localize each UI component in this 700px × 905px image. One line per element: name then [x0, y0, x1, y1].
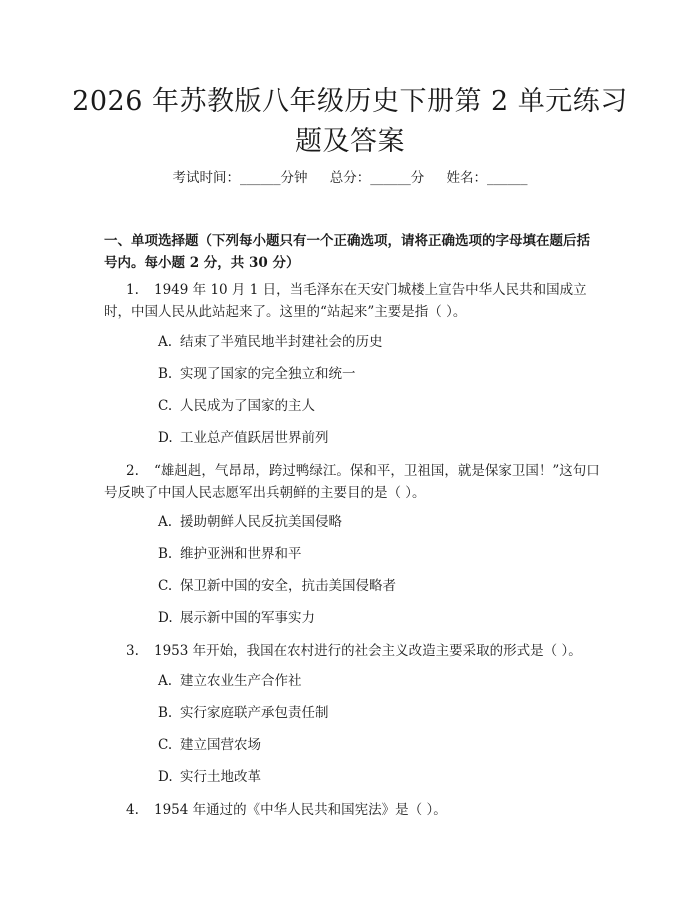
- question-stem: 1954 年通过的《中华人民共和国宪法》是（ ）。: [154, 802, 447, 818]
- question-3-option-d: [158, 767, 261, 787]
- question-2-option-a: [158, 512, 342, 532]
- question-1-option-d: [158, 428, 329, 448]
- question-2: [104, 460, 600, 504]
- option-letter: C.: [158, 737, 173, 753]
- question-3-option-c: [158, 735, 261, 755]
- exam-meta: [0, 169, 700, 187]
- question-2-option-c: [158, 576, 396, 596]
- option-letter: D.: [158, 430, 173, 446]
- option-text: 维护亚洲和世界和平: [180, 546, 302, 562]
- option-text: 实行土地改革: [180, 769, 261, 785]
- option-text: 实现了国家的完全独立和统一: [180, 366, 356, 382]
- question-3-option-b: [158, 703, 329, 723]
- question-number: 4.: [126, 802, 139, 818]
- question-number: 1.: [126, 282, 139, 298]
- question-number: 3.: [126, 643, 139, 659]
- question-1: [104, 279, 600, 323]
- option-text: 援助朝鲜人民反抗美国侵略: [180, 514, 342, 530]
- option-letter: B.: [158, 546, 173, 562]
- option-text: 工业总产值跃居世界前列: [180, 430, 329, 446]
- option-text: 结束了半殖民地半封建社会的历史: [180, 334, 383, 350]
- option-letter: A.: [158, 334, 173, 350]
- exam-time: 考试时间：______分钟: [172, 170, 308, 186]
- option-letter: C.: [158, 578, 173, 594]
- question-1-option-c: [158, 396, 315, 416]
- option-letter: A.: [158, 673, 173, 689]
- question-stem: 1949 年 10 月 1 日，当毛泽东在天安门城楼上宣告中华人民共和国成立时，中国人民从此站起来了。这里的“站起来”主要是指（ ）。: [104, 282, 587, 320]
- question-2-option-d: [158, 608, 315, 628]
- option-letter: A.: [158, 514, 173, 530]
- option-letter: C.: [158, 398, 173, 414]
- option-letter: B.: [158, 366, 173, 382]
- option-text: 人民成为了国家的主人: [180, 398, 315, 414]
- option-text: 展示新中国的军事实力: [180, 610, 315, 626]
- exam-student-name: 姓名：______: [446, 170, 528, 186]
- question-3: [104, 640, 600, 662]
- option-letter: D.: [158, 610, 173, 626]
- document-title: 2026 年苏教版八年级历史下册第 2 单元练习题及答案: [72, 86, 628, 157]
- question-stem: 1953 年开始，我国在农村进行的社会主义改造主要采取的形式是（ ）。: [154, 643, 582, 659]
- question-2-option-b: [158, 544, 302, 564]
- question-stem: “雄赳赳，气昂昂，跨过鸭绿江。保和平，卫祖国，就是保家卫国！”这句口号反映了中国人民志愿军出兵朝鲜的主要目的是（ ）。: [104, 463, 600, 501]
- exam-total-score: 总分：______分: [329, 170, 425, 186]
- question-3-option-a: [158, 671, 302, 691]
- option-letter: B.: [158, 705, 173, 721]
- option-text: 实行家庭联产承包责任制: [180, 705, 329, 721]
- option-text: 建立农业生产合作社: [180, 673, 302, 689]
- question-number: 2.: [126, 463, 139, 479]
- option-text: 保卫新中国的安全，抗击美国侵略者: [180, 578, 396, 594]
- section-heading: 一、单项选择题（下列每小题只有一个正确选项，请将正确选项的字母填在题后括号内。每小题 2 分，共 30 分）: [104, 233, 590, 271]
- question-1-option-b: [158, 364, 356, 384]
- option-letter: D.: [158, 769, 173, 785]
- question-1-option-a: [158, 332, 383, 352]
- question-4: [104, 799, 600, 821]
- option-text: 建立国营农场: [180, 737, 261, 753]
